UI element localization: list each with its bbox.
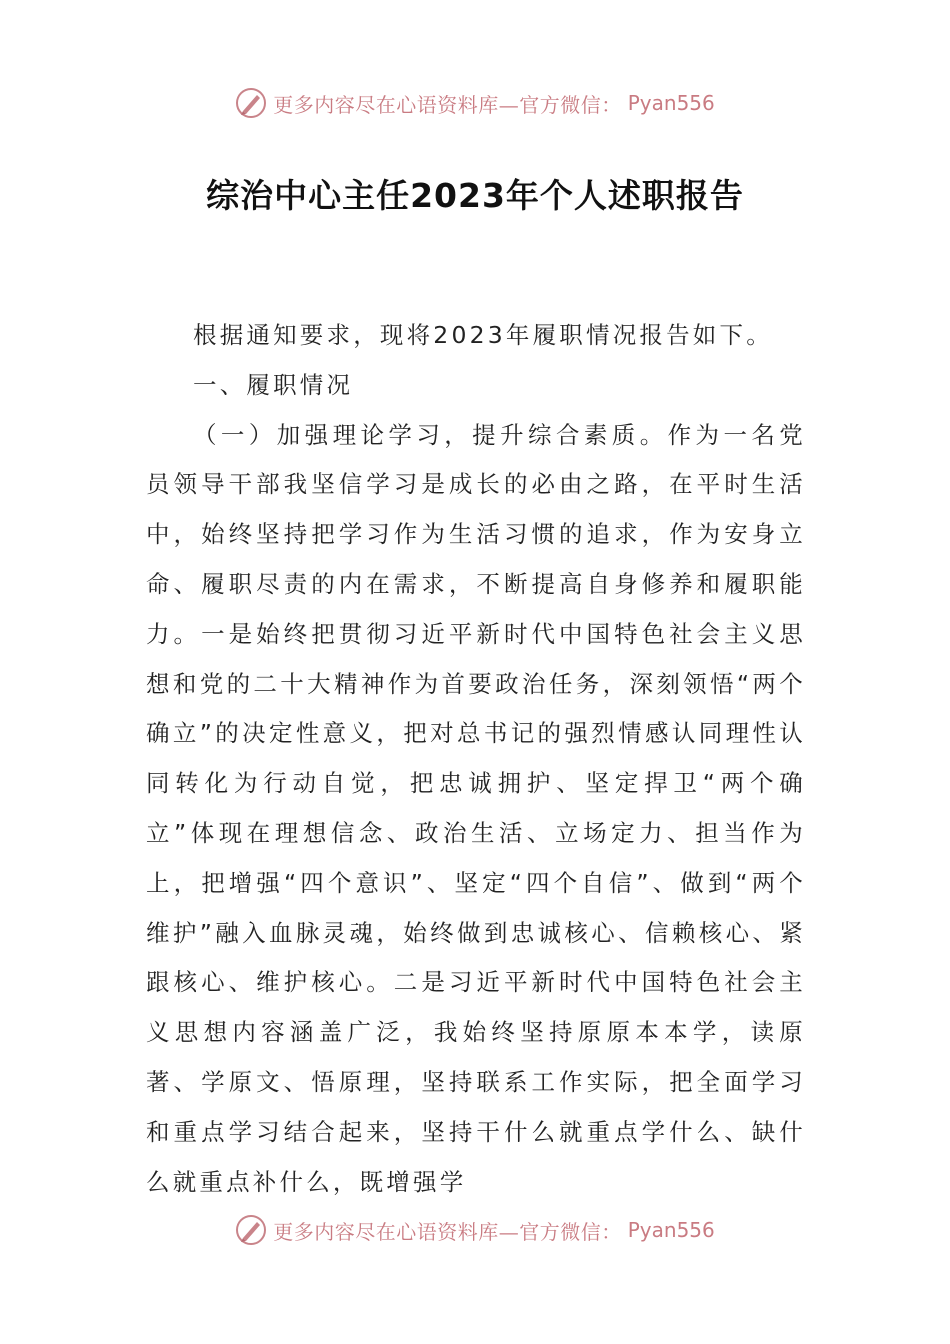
header-banner [0, 83, 950, 123]
banner-text: 更多内容尽在心语资料库—官方微信： [273, 1219, 622, 1244]
paragraph-study: （一）加强理论学习，提升综合素质。作为一名党员领导干部我坚信学习是成长的必由之路，在平时生活中，始终坚持把学习作为生活习惯的追求，作为安身立命、履职尽责的内在需求，不断提高自身修养和履职能力。一是始终把贯彻习近平新时代中国特色社会主义思想和党的二十大精神作为首要政治任务，深刻领悟“两个确立”的决定性意义，把对总书记的强烈情感认同理性认同转化为行动自觉，把忠诚拥护、坚定捍卫“两个确立”体现在理想信念、政治生活、立场定力、担当作为上，把增强“四个意识”、坚定“四个自信”、做到“两个维护”融入血脉灵魂，始终做到忠诚核心、信赖核心、紧跟核心、维护核心。二是习近平新时代中国特色社会主义思想内容涵盖广泛，我始终坚持原原本本学，读原著、学原文、悟原理，坚持联系工作实际，把全面学习和重点学习结合起来，坚持干什么就重点学什么、缺什么就重点补什么，既增强学 [146, 420, 806, 1196]
footer-banner [0, 1210, 950, 1250]
quill-pen-logo-icon [235, 87, 267, 119]
quill-pen-logo-icon [235, 1214, 267, 1246]
banner-text: 更多内容尽在心语资料库—官方微信： [273, 92, 622, 117]
wechat-id: Pyan556 [627, 1218, 715, 1242]
section-heading: 一、履职情况 [193, 370, 354, 399]
document-title: 综治中心主任2023年个人述职报告 [206, 176, 744, 215]
document-body [146, 311, 806, 1207]
wechat-id: Pyan556 [627, 91, 715, 115]
paragraph-intro: 根据通知要求，现将2023年履职情况报告如下。 [193, 321, 773, 349]
